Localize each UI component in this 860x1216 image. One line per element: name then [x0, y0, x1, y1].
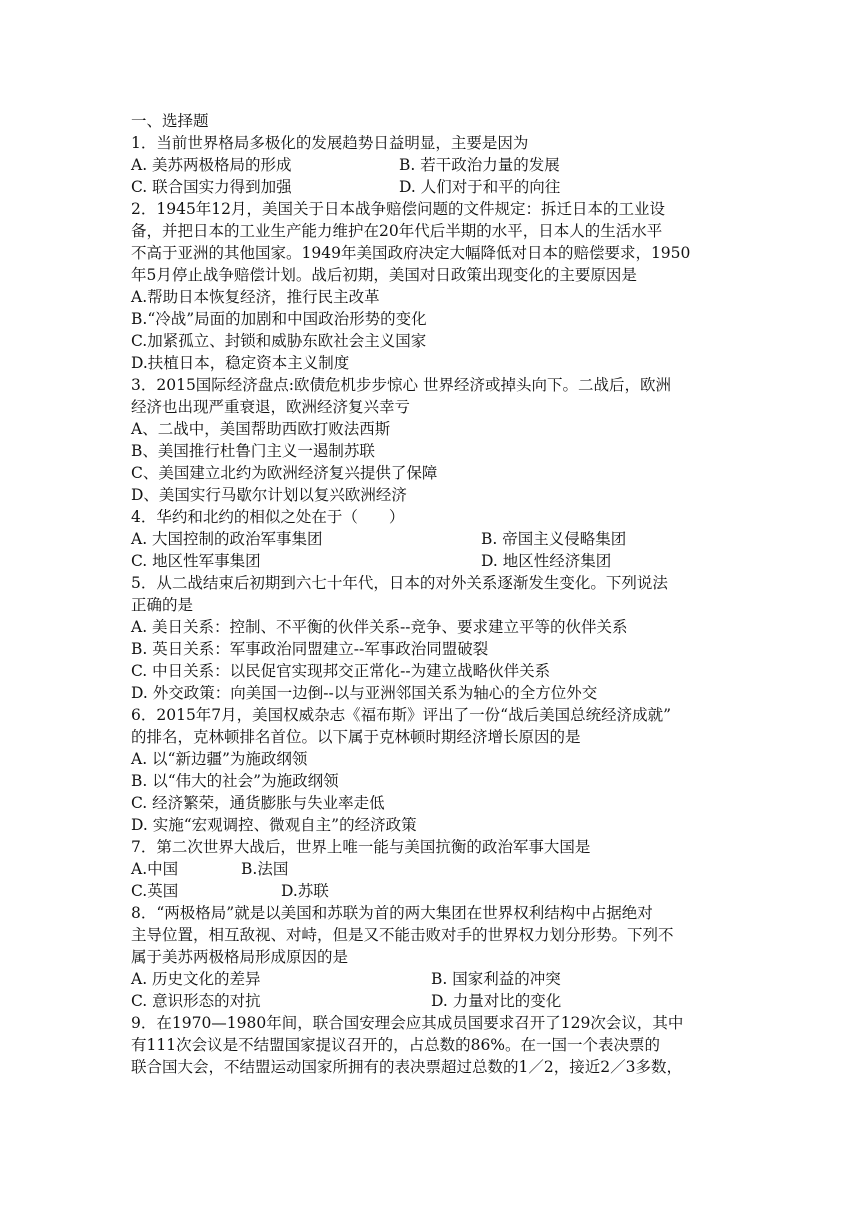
question-stem-line: 备，并把日本的工业生产能力维护在20年代后半期的水平，日本人的生活水平	[131, 222, 663, 240]
answer-option[interactable]: B.“冷战”局面的加剧和中国政治形势的变化	[131, 310, 427, 328]
option-row	[131, 792, 741, 814]
answer-option[interactable]: B. 帝国主义侵略集团	[481, 530, 627, 548]
question-stem-line: 不高于亚洲的其他国家。1949年美国政府决定大幅降低对日本的赔偿要求，1950	[131, 244, 691, 262]
question-7	[131, 836, 741, 902]
question-stem-line: 3．2015国际经济盘点:欧债危机步步惊心 世界经济或掉头向下。二战后，欧洲	[131, 376, 671, 394]
option-row	[131, 418, 741, 440]
answer-option[interactable]: C. 经济繁荣，通货膨胀与失业率走低	[131, 794, 385, 812]
answer-option[interactable]: B.法国	[241, 860, 289, 878]
question-stem-line: 4．华约和北约的相似之处在于（ ）	[131, 508, 405, 526]
question-1	[131, 132, 741, 198]
answer-option[interactable]: C. 地区性军事集团	[131, 552, 261, 570]
answer-option[interactable]: D.苏联	[281, 882, 329, 900]
question-stem-line: 属于美苏两极格局形成原因的是	[131, 948, 349, 966]
question-stem-line: 主导位置，相互敌视、对峙，但是又不能击败对手的世界权力划分形势。下列不	[131, 926, 674, 944]
option-row	[131, 968, 741, 990]
question-9	[131, 1012, 741, 1078]
answer-option[interactable]: C. 中日关系：以民促官实现邦交正常化--为建立战略伙伴关系	[131, 662, 551, 680]
option-row	[131, 286, 741, 308]
option-row	[131, 352, 741, 374]
option-row	[131, 308, 741, 330]
question-2	[131, 198, 741, 374]
option-row	[131, 682, 741, 704]
question-stem-line: 9．在1970—1980年间，联合国安理会应其成员国要求召开了129次会议，其中	[131, 1014, 684, 1032]
option-row	[131, 440, 741, 462]
answer-option[interactable]: A. 历史文化的差异	[131, 970, 261, 988]
option-row	[131, 638, 741, 660]
question-stem-line: 8．“两极格局”就是以美国和苏联为首的两大集团在世界权利结构中占据绝对	[131, 904, 653, 922]
answer-option[interactable]: B. 英日关系：军事政治同盟建立--军事政治同盟破裂	[131, 640, 489, 658]
question-5	[131, 572, 741, 704]
option-row	[131, 616, 741, 638]
answer-option[interactable]: B. 国家利益的冲突	[431, 970, 561, 988]
question-list	[131, 132, 741, 1078]
answer-option[interactable]: C. 意识形态的对抗	[131, 992, 261, 1010]
option-row	[131, 154, 741, 176]
question-stem-line: 联合国大会，不结盟运动国家所拥有的表决票超过总数的1／2，接近2／3多数，	[131, 1058, 682, 1076]
section-title: 一、选择题	[131, 112, 209, 130]
question-stem-line: 5．从二战结束后初期到六七十年代，日本的对外关系逐渐发生变化。下列说法	[131, 574, 668, 592]
question-stem-line: 有111次会议是不结盟国家提议召开的，占总数的86%。在一国一个表决票的	[131, 1036, 661, 1054]
answer-option[interactable]: A. 以“新边疆”为施政纲领	[131, 750, 308, 768]
option-row	[131, 748, 741, 770]
answer-option[interactable]: A. 大国控制的政治军事集团	[131, 530, 323, 548]
answer-option[interactable]: A. 美日关系：控制、不平衡的伙伴关系--竞争、要求建立平等的伙伴关系	[131, 618, 628, 636]
question-stem-line: 年5月停止战争赔偿计划。战后初期，美国对日政策出现变化的主要原因是	[131, 266, 637, 284]
option-row	[131, 880, 741, 902]
question-6	[131, 704, 741, 836]
question-stem-line: 经济也出现严重衰退，欧洲经济复兴幸亏	[131, 398, 411, 416]
question-8	[131, 902, 741, 1012]
option-row	[131, 550, 741, 572]
option-row	[131, 484, 741, 506]
document-page	[131, 110, 741, 1078]
answer-option[interactable]: D. 实施“宏观调控、微观自主”的经济政策	[131, 816, 417, 834]
answer-option[interactable]: B. 以“伟大的社会”为施政纲领	[131, 772, 339, 790]
answer-option[interactable]: C、美国建立北约为欧洲经济复兴提供了保障	[131, 464, 438, 482]
option-row	[131, 330, 741, 352]
answer-option[interactable]: B、美国推行杜鲁门主义一遏制苏联	[131, 442, 375, 460]
answer-option[interactable]: A.中国	[131, 860, 179, 878]
answer-option[interactable]: D、美国实行马歇尔计划以复兴欧洲经济	[131, 486, 407, 504]
question-stem-line: 6．2015年7月，美国权威杂志《福布斯》评出了一份“战后美国总统经济成就”	[131, 706, 672, 724]
answer-option[interactable]: B. 若干政治力量的发展	[399, 156, 560, 174]
answer-option[interactable]: D. 力量对比的变化	[431, 992, 562, 1010]
answer-option[interactable]: A. 美苏两极格局的形成	[131, 156, 292, 174]
question-3	[131, 374, 741, 506]
question-4	[131, 506, 741, 572]
question-stem-line: 1．当前世界格局多极化的发展趋势日益明显，主要是因为	[131, 134, 529, 152]
answer-option[interactable]: D. 人们对于和平的向往	[399, 178, 561, 196]
answer-option[interactable]: C.英国	[131, 882, 179, 900]
question-stem-line: 的排名，克林顿排名首位。以下属于克林顿时期经济增长原因的是	[131, 728, 581, 746]
option-row	[131, 462, 741, 484]
option-row	[131, 660, 741, 682]
option-row	[131, 528, 741, 550]
answer-option[interactable]: D. 地区性经济集团	[481, 552, 612, 570]
question-stem-line: 2．1945年12月，美国关于日本战争赔偿问题的文件规定：拆迁日本的工业设	[131, 200, 666, 218]
answer-option[interactable]: C. 联合国实力得到加强	[131, 178, 292, 196]
option-row	[131, 990, 741, 1012]
option-row	[131, 858, 741, 880]
answer-option[interactable]: D. 外交政策：向美国一边倒--以与亚洲邻国关系为轴心的全方位外交	[131, 684, 598, 702]
option-row	[131, 176, 741, 198]
option-row	[131, 814, 741, 836]
answer-option[interactable]: A.帮助日本恢复经济，推行民主改革	[131, 288, 380, 306]
question-stem-line: 7．第二次世界大战后，世界上唯一能与美国抗衡的政治军事大国是	[131, 838, 591, 856]
question-stem-line: 正确的是	[131, 596, 194, 614]
answer-option[interactable]: A、二战中，美国帮助西欧打败法西斯	[131, 420, 391, 438]
answer-option[interactable]: C.加紧孤立、封锁和威胁东欧社会主义国家	[131, 332, 427, 350]
answer-option[interactable]: D.扶植日本，稳定资本主义制度	[131, 354, 350, 372]
option-row	[131, 770, 741, 792]
